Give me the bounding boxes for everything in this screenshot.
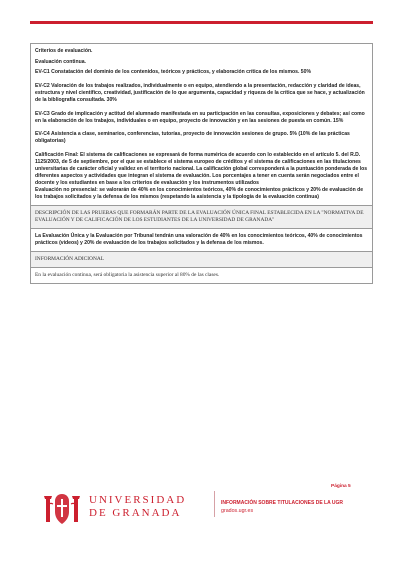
section-heading: INFORMACIÓN ADICIONAL (35, 255, 105, 262)
criteria-heading: Criterios de evaluación. (35, 48, 93, 54)
final-grade-text: Calificación Final: El sistema de calificaciones se expresará de forma numérica de acuerdo con lo establecido en el artículo 5. del R.D. 1125/2003, de 5 de septiembre, por el que se establece el sistema europeo de créditos y el sistema de calificaciones en las titulaciones universitarias de carácter oficial y validez en el territorio nacional. La calificación global corresponderá a la puntuación ponderada de los diferentes aspectos y actividades que integran el sistema de evaluación. Los porcentajes a tener en cuenta serán negociados entre el docente y los estudiantes en base a los criterios de evaluación y los instrumentos utilizados (35, 152, 368, 186)
university-name-line1: UNIVERSIDAD (89, 494, 187, 506)
guide-table (30, 43, 373, 284)
additional-info-body-cell (31, 268, 372, 283)
evaluation-criteria-cell (31, 44, 372, 206)
additional-info-heading-cell (31, 252, 372, 268)
footer-divider (214, 491, 215, 517)
section-heading: DESCRIPCIÓN DE LAS PRUEBAS QUE FORMARÁN PARTE DE LA EVALUACIÓN ÚNICA FINAL ESTABLECIDA EN LA "NORMATIVA DE EVALUACIÓN Y DE CALIFICACIÓN DE LOS ESTUDIANTES DE LA UNIVERSIDAD DE GRANADA" (35, 209, 364, 223)
section-body: En la evaluación continua, será obligatoria la asistencia superior al 80% de las clases. (35, 272, 220, 279)
university-coat-of-arms-icon (40, 492, 84, 526)
section-body: La Evaluación Única y la Evaluación por Tribunal tendrán una valoración de 40% en los conocimientos teóricos, 40% de conocimientos prácticos (videos) y 20% de evaluación de los trabajos solicitados y la defensa de los mismos. (35, 233, 363, 246)
page-number: Página 5 (331, 484, 351, 489)
criterion-ev-c3: EV-C3 Grado de implicación y actitud del alumnado manifestada en su participación en las consultas, exposiciones y debates; así como en la elaboración de los trabajos, individuales o en equipo, proyecto de innovación y en las sesiones de puesta en común. 15% (35, 110, 365, 124)
single-final-evaluation-heading-cell (31, 206, 372, 229)
top-red-rule (30, 21, 373, 24)
criterion-ev-c2: EV-C2 Valoración de los trabajos realizados, individualmente o en equipo, atendiendo a la presentación, redacción y claridad de ideas, estructura y nivel científico, creatividad, justificación de lo que argumenta, capacidad y riqueza de la crítica que se hace, y actualización de la bibliografía consultada. 30% (35, 82, 365, 103)
single-final-evaluation-body-cell (31, 229, 372, 252)
criterion-ev-c1: EV-C1 Constatación del dominio de los contenidos, teóricos y prácticos, y elaboración crítica de los mismos. 50% (35, 69, 311, 75)
criteria-subheading: Evaluación continua. (35, 58, 86, 65)
footer-info-title: INFORMACIÓN SOBRE TITULACIONES DE LA UGR (221, 500, 344, 506)
footer-info-link[interactable]: grados.ugr.es (221, 508, 254, 514)
non-attendance-text: Evaluación no presencial: se valorarán de 40% en los conocimientos teóricos, 40% de conocimientos prácticos y 20% de evaluación de los trabajos solicitados y la defensa de los mismos (respetando la asistencia y la tipología de la evaluación continua) (35, 186, 364, 200)
university-name-line2: DE GRANADA (89, 507, 182, 519)
criterion-ev-c4: EV-C4 Asistencia a clase, seminarios, conferencias, tutorías, proyecto de innovación sesiones de grupo. 5% (10% de las prácticas obligatorias) (35, 131, 350, 145)
